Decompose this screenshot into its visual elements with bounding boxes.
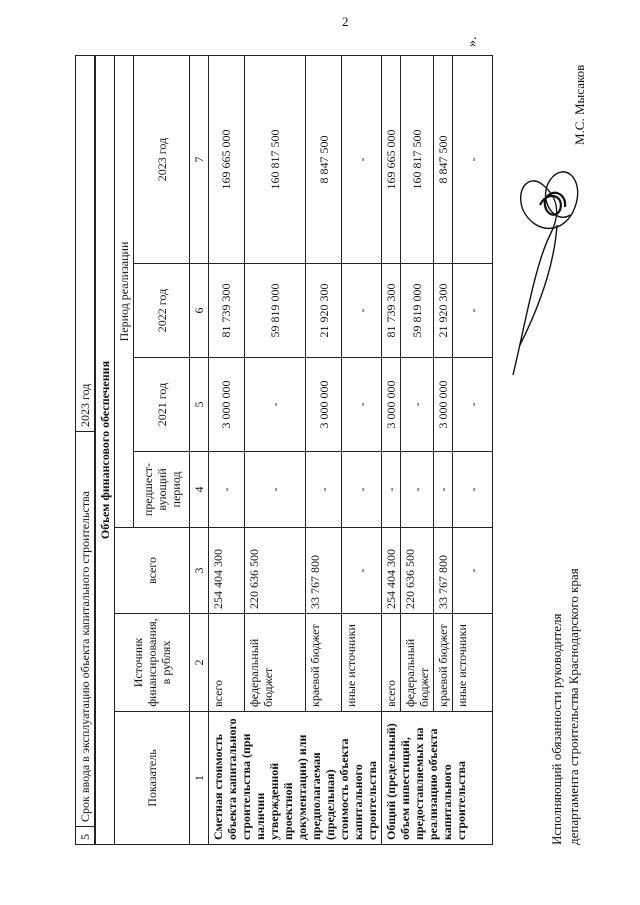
top-row-table — [75, 55, 95, 845]
header-total: всего — [115, 528, 190, 614]
prev-cell: - — [453, 452, 493, 528]
column-numbers-row — [190, 56, 209, 845]
total-cell: 33 767 800 — [306, 528, 342, 614]
y2021-cell: 3 000 000 — [434, 358, 453, 452]
table-row — [382, 56, 401, 845]
header-prev-period: предшест-вующий период — [134, 452, 190, 528]
y2021-cell: - — [342, 358, 382, 452]
y2023-cell: 160 817 500 — [401, 56, 434, 264]
total-cell: - — [342, 528, 382, 614]
y2022-cell: 81 739 300 — [209, 264, 245, 358]
col-number: 6 — [190, 264, 209, 358]
commissioning-label: Срок ввода в эксплуатацию объекта капитального строительства — [76, 432, 95, 827]
source-cell: иные источники — [342, 614, 382, 712]
source-cell: иные источники — [453, 614, 493, 712]
total-cell: 220 636 500 — [401, 528, 434, 614]
indicator-total-investment: Общий (предельный) объем инвестиций, предоставляемых на реализацию объекта капитального строительства — [382, 712, 493, 845]
y2021-cell: 3 000 000 — [209, 358, 245, 452]
prev-cell: - — [434, 452, 453, 528]
y2021-cell: - — [244, 358, 306, 452]
source-cell: краевой бюджет — [434, 614, 453, 712]
y2021-cell: 3 000 000 — [382, 358, 401, 452]
col-number: 5 — [190, 358, 209, 452]
y2023-cell: 8 847 500 — [306, 56, 342, 264]
y2022-cell: 81 739 300 — [382, 264, 401, 358]
y2023-cell: 169 665 000 — [209, 56, 245, 264]
commissioning-row — [76, 56, 95, 845]
prev-cell: - — [209, 452, 245, 528]
source-cell: федеральный бюджет — [401, 614, 434, 712]
col-number: 2 — [190, 614, 209, 712]
source-cell: краевой бюджет — [306, 614, 342, 712]
col-number: 7 — [190, 56, 209, 264]
page-number: 2 — [342, 14, 349, 29]
y2023-cell: - — [342, 56, 382, 264]
signatory-title — [548, 568, 582, 845]
y2023-cell: 169 665 000 — [382, 56, 401, 264]
header-source: Источник финансирования, в рублях — [115, 614, 190, 712]
y2022-cell: 59 819 000 — [244, 264, 306, 358]
indicator-estimated-cost: Сметная стоимость объекта капитального строительства (при наличии утвержденной проектной документации) или предполагаемая (предельная) стоимость объекта капитального строительства — [209, 712, 382, 845]
prev-cell: - — [244, 452, 306, 528]
commissioning-value: 2023 год — [76, 56, 95, 432]
header-period-group: Период реализации — [115, 56, 134, 528]
closing-quote: ». — [465, 36, 480, 47]
col-number: 1 — [190, 712, 209, 845]
signatory-name: М.С. Мысаков — [572, 64, 587, 145]
prev-cell: - — [382, 452, 401, 528]
y2022-cell: - — [342, 264, 382, 358]
section-title: Объем финансового обеспечения — [96, 56, 115, 845]
header-row-1 — [115, 56, 134, 845]
y2023-cell: 8 847 500 — [434, 56, 453, 264]
prev-cell: - — [401, 452, 434, 528]
signatory-line-1: Исполняющий обязанности руководителя — [549, 613, 564, 845]
y2021-cell: - — [401, 358, 434, 452]
row-number: 5 — [76, 827, 95, 845]
y2022-cell: 59 819 000 — [401, 264, 434, 358]
y2023-cell: 160 817 500 — [244, 56, 306, 264]
source-cell: федеральный бюджет — [244, 614, 306, 712]
source-cell: всего — [382, 614, 401, 712]
prev-cell: - — [342, 452, 382, 528]
handwritten-signature — [495, 155, 605, 385]
section-title-row — [96, 56, 115, 845]
header-indicator: Показатель — [115, 712, 190, 845]
y2022-cell: 21 920 300 — [434, 264, 453, 358]
total-cell: - — [453, 528, 493, 614]
finance-table-container — [75, 55, 493, 845]
y2021-cell: - — [453, 358, 493, 452]
prev-cell: - — [306, 452, 342, 528]
total-cell: 254 404 300 — [209, 528, 245, 614]
table-row — [209, 56, 245, 845]
y2022-cell: 21 920 300 — [306, 264, 342, 358]
source-cell: всего — [209, 614, 245, 712]
finance-table — [95, 55, 493, 845]
total-cell: 254 404 300 — [382, 528, 401, 614]
col-number: 3 — [190, 528, 209, 614]
y2023-cell: - — [453, 56, 493, 264]
y2022-cell: - — [453, 264, 493, 358]
total-cell: 220 636 500 — [244, 528, 306, 614]
header-2022: 2022 год — [134, 264, 190, 358]
col-number: 4 — [190, 452, 209, 528]
header-2023: 2023 год — [134, 56, 190, 264]
signatory-line-2: департамента строительства Краснодарского края — [566, 568, 581, 845]
header-2021: 2021 год — [134, 358, 190, 452]
y2021-cell: 3 000 000 — [306, 358, 342, 452]
total-cell: 33 767 800 — [434, 528, 453, 614]
